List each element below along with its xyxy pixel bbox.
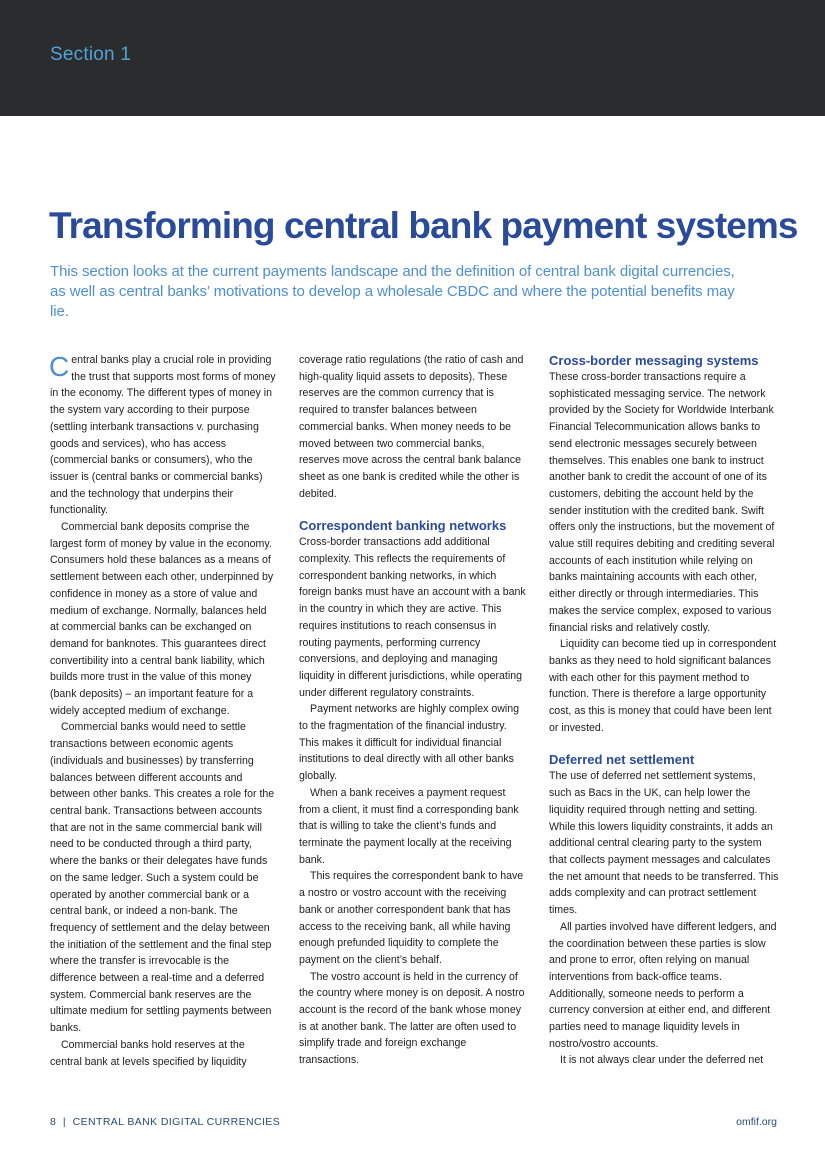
section-label: Section 1: [50, 44, 132, 65]
paragraph: Payment networks are highly complex owing to the fragmentation of the financial industry. This makes it difficult for individual financial institutions to deal directly with all other banks globally.: [299, 703, 520, 783]
footer-website-link[interactable]: omfif.org: [736, 1116, 777, 1128]
paragraph: [50, 352, 277, 519]
paragraph: The vostro account is held in the currency of the country where money is on deposit. A nostro account is the record of the bank whose money is at another bank. The latter are often used to simplify trade and foreign exchange transactions.: [299, 970, 525, 1067]
column-2: [299, 352, 526, 1069]
drop-cap: C: [49, 351, 70, 382]
paragraph: All parties involved have different ledgers, and the coordination between these parties is slow and prone to error, often relying on manual interventions from back-office teams. Additionally, someone needs to perform a currency conversion at either end, and different parties need to manage liquidity levels in nostro/vostro accounts.: [549, 920, 777, 1050]
paragraph: It is not always clear under the deferred net: [560, 1054, 764, 1067]
column-1: [50, 352, 277, 1070]
paragraph: coverage ratio regulations (the ratio of cash and high-quality liquid assets to deposits). These reserves are the common currency that is required to transfer balances between commercial banks. When money needs to be moved between two commercial banks, reserves move across the central bank balance sheet as one bank is credited while the other is debited.: [299, 354, 524, 500]
paragraph: Liquidity can become tied up in correspondent banks as they need to hold significant balances with each other for this payment method to function. There is therefore a large opportunity cost, as this is money that could have been lent or invested.: [549, 638, 777, 734]
paragraph: Commercial banks would need to settle transactions between economic agents (individuals and businesses) by transferring balances between different accounts and between other banks. This creates a role for the central bank. Transactions between accounts that are not in the same commercial bank will need to be conducted through a third party, where the banks or their delegates have funds on the same ledger. Such a system could be operated by another commercial bank or a central bank, or indeed a non-bank. The frequency of settlement and the delay between the initiation of the settlement and the final step where the transfer is irrevocable is the difference between a real-time and a deferred system. Commercial bank reserves are the ultimate medium for settling payments between banks.: [50, 721, 275, 1035]
paragraph: This requires the correspondent bank to have a nostro or vostro account with the receiving bank or another correspondent bank that has access to the receiving bank, all while having enough prefunded liquidity to complete the payment on the client’s behalf.: [299, 870, 524, 966]
paragraph-text: entral banks play a crucial role in providing the trust that supports most forms of money in the economy. The different types of money in the system vary according to their purpose (settling interbank transactions v. purchasing goods and services), who has access (commercial banks or consumers), who the issuer is (central banks or commercial banks) and the technology that underpins their functionality.: [50, 354, 276, 517]
intro-paragraph: This section looks at the current payments landscape and the definition of central bank digital currencies, as well as central banks’ motivations to develop a wholesale CBDC and where the potential benefits may lie.: [50, 263, 735, 320]
paragraph: The use of deferred net settlement systems, such as Bacs in the UK, can help lower the liquidity required through netting and setting. While this lowers liquidity constraints, it adds an additional central clearing party to the system that collects payment messages and calculates the net amount that needs to be transferred. This adds complexity and can protract settlement times.: [549, 770, 779, 917]
subheading: Correspondent banking networks: [299, 518, 507, 534]
paragraph: When a bank receives a payment request from a client, it must find a corresponding bank that is willing to take the client’s funds and terminate the payment locally at the receiving bank.: [299, 786, 519, 866]
column-3: [549, 352, 779, 1069]
paragraph: These cross-border transactions require a sophisticated messaging service. The network provided by the Society for Worldwide Interbank Financial Telecommunication allows banks to send electronic messages securely between themselves. This enables one bank to instruct another bank to credit the account of one of its customers, debiting the account held by the sender institution with the credited bank. Swift offers only the instructions, but the movement of value still requires debiting and crediting several accounts of each institution while relying on banks maintaining accounts with each other, either directly or through intermediaries. This makes the service complex, exposed to various financial risks and relatively costly.: [549, 371, 775, 634]
paragraph: Commercial banks hold reserves at the central bank at levels specified by liquidity: [50, 1038, 247, 1068]
footer-page-info: 8 | CENTRAL BANK DIGITAL CURRENCIES: [50, 1116, 281, 1128]
paragraph: Commercial bank deposits comprise the largest form of money by value in the economy. Consumers hold these balances as a means of settlement between each other, underpinned by confidence in money as a store of value and medium of exchange. Normally, balances held at commercial banks can be exchanged on demand for banknotes. This guarantees direct convertibility into a central bank liability, which builds more trust in the value of this money (bank deposits) – an important feature for a widely accepted medium of exchange.: [50, 521, 274, 717]
paragraph: Cross-border transactions add additional complexity. This reflects the requirements of correspondent banking networks, in which foreign banks must have an account with a bank in the country in which they are active. This requires institutions to reach consensus in routing payments, performing currency conversions, and deploying and managing liquidity in different jurisdictions, while operating under different regulatory constraints.: [299, 536, 526, 699]
subheading: Deferred net settlement: [549, 752, 695, 768]
page-title: Transforming central bank payment systems: [49, 205, 798, 246]
header-bar: [0, 0, 825, 116]
subheading: Cross-border messaging systems: [549, 353, 759, 368]
